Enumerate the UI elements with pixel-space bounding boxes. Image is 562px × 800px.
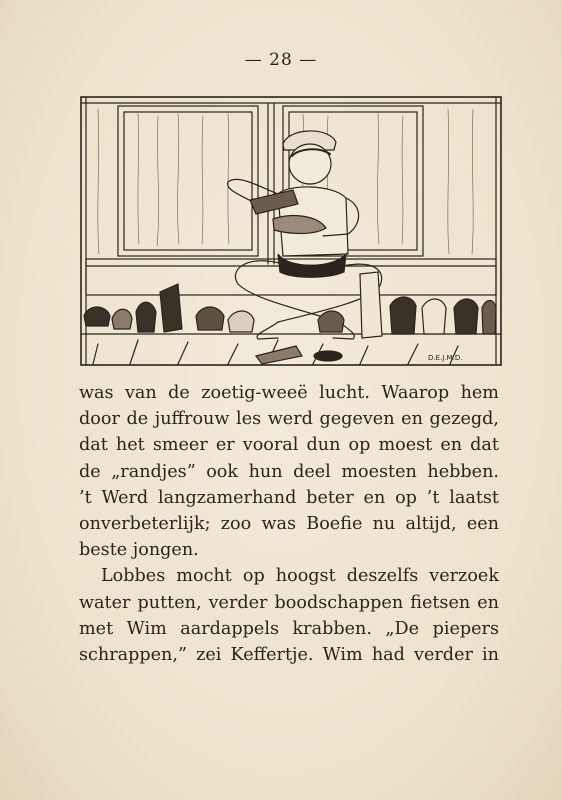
page-number: — 28 — bbox=[244, 50, 318, 70]
text-line: dat het smeer er vooral dun op moest en dat bbox=[79, 435, 499, 456]
text-line: de „randjes” ook hun deel moesten hebben. bbox=[79, 461, 499, 482]
text-line: was van de zoetig-weeë lucht. Waarop hem bbox=[79, 383, 499, 403]
text-line: onverbeterlijk; zoo was Boefie nu altijd, een bbox=[79, 514, 499, 535]
text-line: ’t Werd langzamerhand beter en op ’t laatst bbox=[79, 487, 499, 508]
text-line: met Wim aardappels krabben. „De piepers bbox=[79, 618, 499, 639]
text-line: schrappen,” zei Keffertje. Wim had verder in bbox=[79, 645, 499, 666]
text-line: Lobbes mocht op hoogst deszelfs verzoek bbox=[101, 566, 499, 587]
illustration-boy-polishing-shoes bbox=[78, 94, 504, 372]
text-line: beste jongen. bbox=[79, 540, 199, 561]
illustration-signature: D.E.J.M.D. bbox=[428, 354, 463, 362]
text-line: door de juffrouw les werd gegeven en gezegd, bbox=[79, 409, 499, 430]
text-line: water putten, verder boodschappen fietsen en bbox=[79, 592, 499, 613]
body-text bbox=[79, 380, 499, 668]
